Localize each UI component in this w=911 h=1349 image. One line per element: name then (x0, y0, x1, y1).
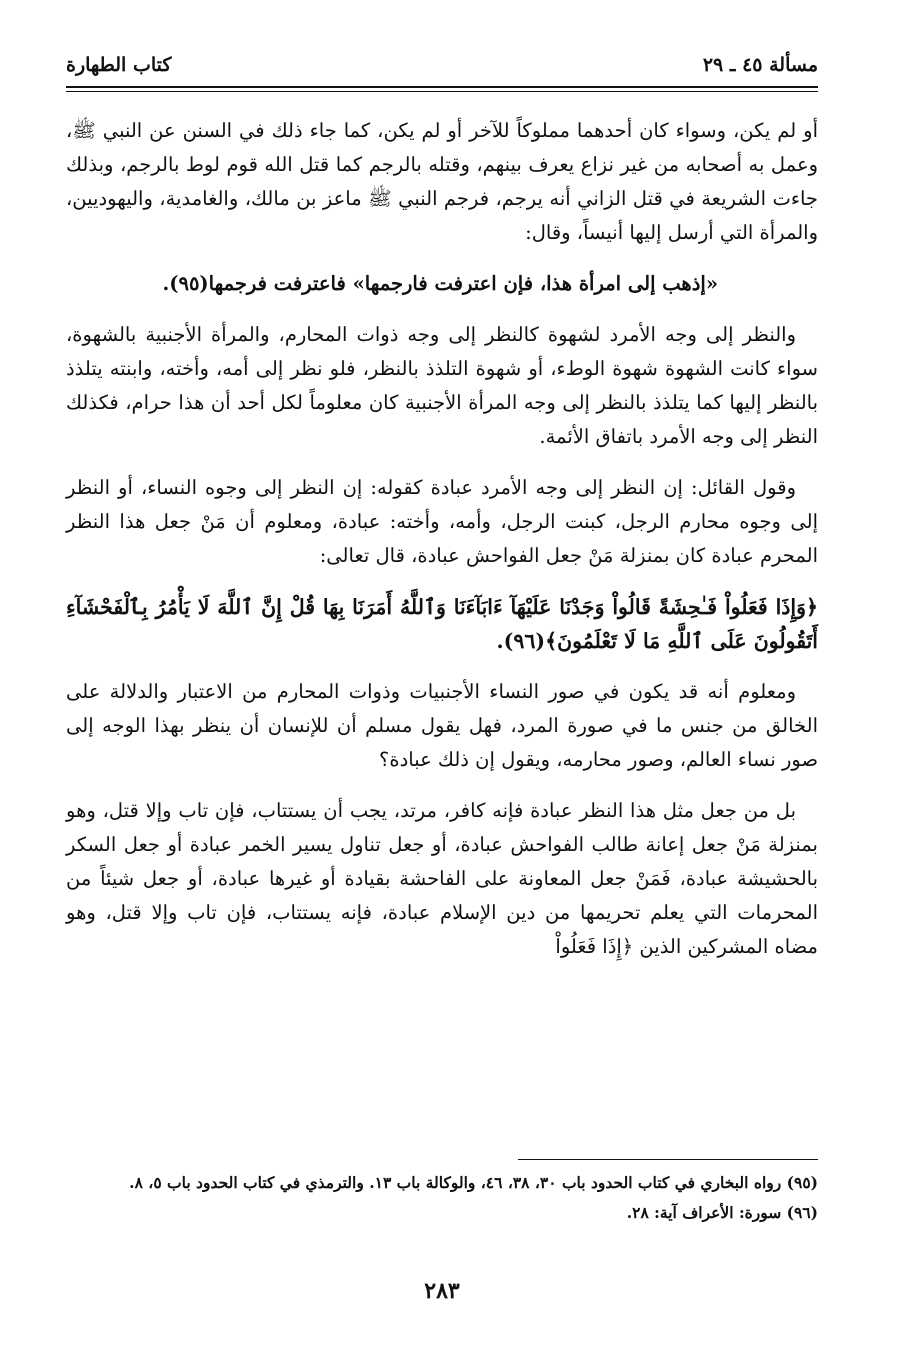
header-rule-thin (66, 91, 818, 92)
footnote-95: (٩٥) رواه البخاري في كتاب الحدود باب ٣٠، ٣٨، ٤٦، والوكالة باب ١٣. والترمذي في كتاب الحدود باب ٥، ٨. (129, 1173, 818, 1192)
paragraph-2: والنظر إلى وجه الأمرد لشهوة كالنظر إلى وجه ذوات المحارم، والمرأة الأجنبية بالشهوة، سواء كانت الشهوة شهوة الوطء، أو شهوة التلذذ بالنظر، فلو نظر إلى أمه، وأخته، وابنته يتلذذ بالنظر إليها كما يتلذذ بالنظر إلى وجه المرأة الأجنبية كان معلوماً لكل أحد أن هذا حرام، فكذلك النظر إلى وجه الأمرد باتفاق الأئمة. (66, 323, 818, 448)
paragraph-3: وقول القائل: إن النظر إلى وجه الأمرد عبادة كقوله: إن النظر إلى وجوه النساء، أو النظر إلى وجوه محارم الرجل، كبنت الرجل، وأمه، وأخته: عبادة، ومعلوم أن مَنْ جعل هذا النظر المحرم عبادة كان بمنزلة مَنْ جعل الفواحش عبادة، قال تعالى: (66, 476, 818, 567)
paragraph-1: أو لم يكن، وسواء كان أحدهما مملوكاً للآخر أو لم يكن، كما جاء ذلك في السنن عن النبي ﷺ، وعمل به أصحابه من غير نزاع يعرف بينهم، وقتله بالرجم كما قتل الله قوم لوط بالرجم، وبذلك جاءت الشريعة في قتل الزاني أنه يرجم، فرجم النبي ﷺ ماعز بن مالك، والغامدية، واليهوديين، والمرأة التي أرسل إليها أنيساً، وقال: (66, 119, 818, 244)
page-number: ٢٨٣ (424, 1278, 460, 1304)
paragraph-5: بل من جعل مثل هذا النظر عبادة فإنه كافر، مرتد، يجب أن يستتاب، فإن تاب وإلا قتل، وهو بمنزلة مَنْ جعل إعانة طالب الفواحش عبادة، أو جعل تناول يسير الخمر عبادة أو جعل السكر بالحشيشة عبادة، فَمَنْ جعل المعاونة على الفاحشة بقيادة أو غيرها عبادة، أو جعل شيئاً من المحرمات التي يعلم تحريمها من دين الإسلام عبادة، فإنه يستتاب، فإن تاب وإلا قتل، وهو مضاه المشركين الذين ﴿إِذَا فَعَلُواْ (66, 799, 818, 958)
footnote-96: (٩٦) سورة: الأعراف آية: ٢٨. (626, 1203, 818, 1222)
footnote-rule (518, 1159, 818, 1160)
footnotes (66, 1168, 818, 1228)
quran-verse: ﴿وَإِذَا فَعَلُواْ فَـٰحِشَةً قَالُواْ وَجَدْنَا عَلَيْهَآ ءَابَآءَنَا وَٱللَّهُ أَمَرَنَا بِهَا قُلْ إِنَّ ٱللَّهَ لَا يَأْمُرُ بِٱلْفَحْشَآءِ أَتَقُولُونَ عَلَى ٱللَّهِ مَا لَا تَعْلَمُونَ﴾(٩٦). (66, 595, 818, 653)
hadith-quote: «إذهب إلى امرأة هذا، فإن اعترفت فارجمها» فاعترفت فرجمها(٩٥). (162, 272, 718, 295)
main-text (66, 114, 818, 981)
header-rule-thick (66, 86, 818, 88)
paragraph-4: ومعلوم أنه قد يكون في صور النساء الأجنبيات وذوات المحارم من الاعتبار والدلالة على الخالق من جنس ما في صورة المرد، فهل يقول مسلم أن للإنسان أن ينظر بهذا الوجه إلى صور نساء العالم، وصور محارمه، ويقول إن ذلك عبادة؟ (66, 680, 818, 771)
issue-label: مسألة ٤٥ ـ ٢٩ (702, 54, 818, 76)
running-header (66, 52, 818, 82)
book-page (66, 52, 818, 1312)
book-title: كتاب الطهارة (66, 54, 172, 76)
